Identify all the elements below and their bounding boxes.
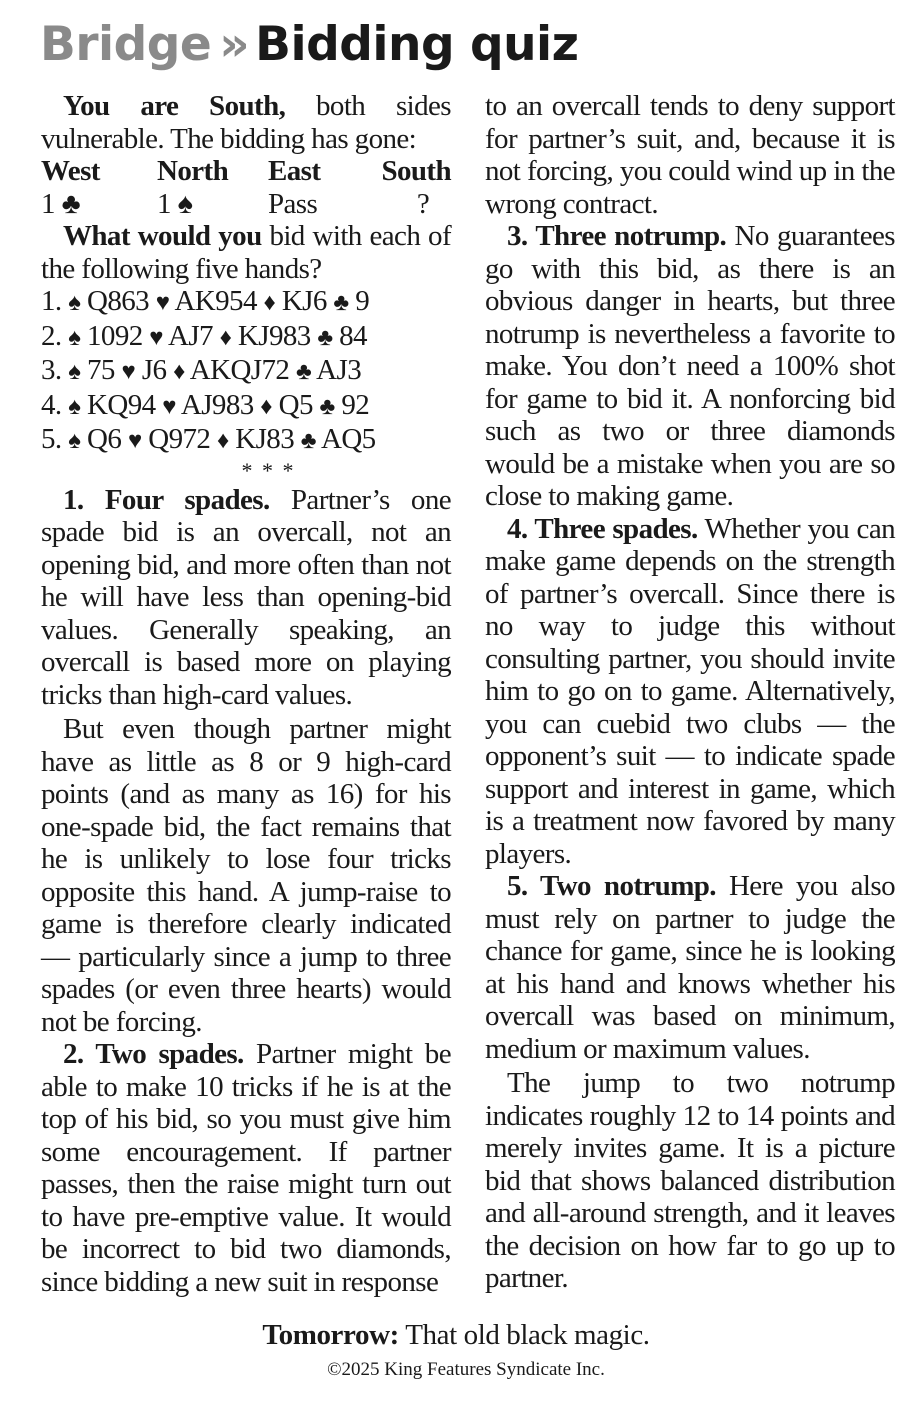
right-column [485,90,895,1295]
hand-4 [41,389,451,424]
hand-1 [41,285,451,320]
heart-icon: ♥ [149,324,163,351]
answer-2-paragraph-1 [41,1038,451,1298]
question-paragraph [41,220,451,285]
answer-5-paragraph-1 [485,870,895,1065]
question-lead: What would you [63,220,262,252]
hand-spades: 1092 [87,319,143,352]
hand-spades: KQ94 [87,388,156,421]
spade-icon: ♠ [68,324,81,351]
hand-number: 2. [41,319,62,352]
page-title: Bidding quiz [255,17,579,72]
left-column [41,90,451,1298]
hand-clubs: 9 [355,285,370,317]
copyright-notice: ©2025 King Features Syndicate Inc. [327,1359,605,1380]
heart-icon: ♥ [162,393,176,420]
spades-icon: ♠ [177,187,193,220]
club-icon: ♣ [319,393,335,420]
hand-diamonds: KJ6 [281,285,327,317]
answer-1-text: Partner’s one spade bid is an overcall, not an opening bid, and more often than not he will have less than opening-bid values. Generally speaking, an overcall is based more on playing tricks than high-card values. [41,483,451,711]
club-icon: ♣ [333,290,349,316]
club-icon: ♣ [300,428,316,454]
question-text: bid with each of the following five hands? [41,220,451,285]
tomorrow-label: Tomorrow: [262,1319,399,1351]
hand-spades: Q863 [87,285,150,317]
hand-spades: 75 [87,354,115,386]
heart-icon: ♥ [127,428,142,454]
auction-table [41,155,451,220]
diamond-icon: ♦ [216,428,229,454]
hand-number: 1. [41,285,62,317]
auction-call-north [157,188,268,221]
auction-header-west: West [41,155,100,187]
diamond-icon: ♦ [173,359,185,385]
tomorrow-teaser [0,1318,912,1352]
page-header [40,14,579,76]
answer-2-text: Partner might be able to make 10 tricks if he is at the top of his bid, so you must give him some encouragement. If partner passes, then the raise might turn out to have pre-emptive value. It would be incorrect to bid two diamonds, since bidding a new suit in response [41,1038,451,1298]
hand-hearts: Q972 [148,423,211,455]
hand-number: 4. [41,388,62,421]
auction-header-east: East [268,155,321,187]
call-level: 1 [157,187,171,220]
club-icon: ♣ [317,324,333,351]
tomorrow-text: That old black magic. [398,1319,650,1351]
intro-lead: You are South, [63,90,286,122]
hand-diamonds: KJ983 [237,319,311,352]
answer-5-lead: 5. Two notrump. [507,870,716,902]
spade-icon: ♠ [68,359,81,385]
auction-call-west [41,188,157,221]
spade-icon: ♠ [68,393,81,420]
auction-header-north: North [157,155,229,187]
hand-hearts: AK954 [174,285,257,317]
hand-number: 3. [41,354,62,386]
hands-list [41,285,451,458]
answer-5-text: Here you also must rely on partner to judge the chance for game, since he is looking at his hand and knows whether his overcall was based on minimum, medium or maximum values. [485,870,895,1065]
hand-diamonds: KJ83 [235,423,295,455]
hand-clubs: AQ5 [320,423,376,455]
auction-header-south: South [381,155,451,187]
section-divider: * * * [241,457,296,483]
spade-icon: ♠ [68,428,81,454]
hand-spades: Q6 [87,423,122,455]
call-level: 1 [41,187,55,220]
hand-hearts: AJ7 [168,319,213,352]
diamond-icon: ♦ [260,393,272,420]
answer-2-lead: 2. Two spades. [63,1038,244,1070]
hand-diamonds: Q5 [278,388,313,421]
heart-icon: ♥ [155,290,170,316]
answer-3-lead: 3. Three notrump. [507,220,727,252]
spade-icon: ♠ [68,290,81,316]
diamond-icon: ♦ [219,324,232,351]
answer-1-lead: 1. Four spades. [63,483,270,516]
hand-2 [41,320,451,355]
hand-clubs: 84 [339,319,367,352]
hand-hearts: AJ983 [180,388,254,421]
answer-4-text: Whether you can make game depends on the strength of partner’s overcall. Since there is no way to judge this without consulting partner, you should invite him to go on to game. Alternatively, you can cuebid two clubs — the opponent’s suit — to indicate spade support and interest in game, which is a treatment now favored by many players. [485,512,896,870]
answer-5-paragraph-2: The jump to two notrump indicates roughly 12 to 14 points and merely invites game. It is a picture bid that shows balanced distribution and all-around strength, and it leaves the decision on how far to go up to partner. [485,1067,895,1294]
heart-icon: ♥ [121,359,136,385]
answer-1-paragraph-2: But even though partner might have as little as 8 or 9 high-card points (and as many as 16) for his one-spade bid, the fact remains that he is unlikely to lose four tricks opposite this hand. A jump-raise to game is therefore clearly indicated — particularly since a jump to three spades (or even three hearts) would not be forcing. [41,713,451,1038]
diamond-icon: ♦ [263,290,276,316]
hand-diamonds: AKQJ72 [189,354,290,386]
hand-hearts: J6 [141,354,167,386]
answer-4-lead: 4. Three spades. [507,512,698,545]
hand-number: 5. [41,423,62,455]
intro-paragraph [41,90,451,155]
hand-3 [41,354,451,389]
answer-2-continued: to an overcall tends to deny support for partner’s suit, and, because it is not forcing, you could wind up in the wrong contract. [485,90,895,220]
hand-clubs: AJ3 [316,354,362,386]
intro-text: both sides vulnerable. The bidding has gone: [41,90,451,155]
hand-5 [41,423,451,458]
hand-clubs: 92 [341,388,370,421]
answer-3-paragraph [485,220,895,513]
club-icon: ♣ [295,359,312,385]
auction-call-east: Pass [268,187,318,220]
clubs-icon: ♣ [61,187,80,220]
answer-1-paragraph-1 [41,484,451,712]
breadcrumb-separator: » [219,17,250,72]
answer-4-paragraph [485,513,895,871]
section-name: Bridge [40,17,212,72]
answer-3-text: No guarantees go with this bid, as there is an obvious danger in hearts, but three notrump is nevertheless a favorite to make. You don’t need a 100% shot for game to bid it. A nonforcing bid such as two or three diamonds would be a mistake when you are so close to making game. [485,220,895,512]
auction-call-south: ? [416,187,430,220]
